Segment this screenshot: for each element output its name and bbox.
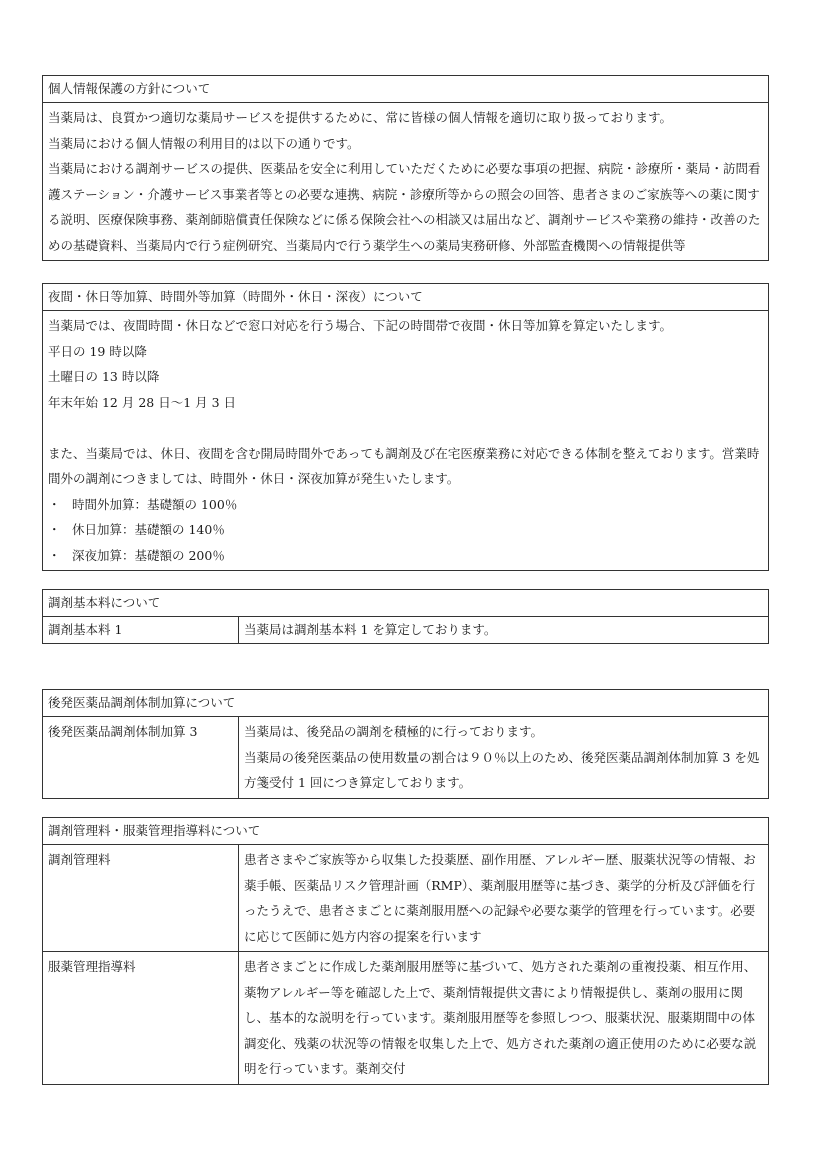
bullet-mark: ・ bbox=[48, 496, 61, 512]
night-holiday-body bbox=[43, 311, 769, 571]
night-intro: 当薬局では、夜間時間・休日などで窓口対応を行う場合、下記の時間帯で夜間・休日等加算を算定いたします。 bbox=[48, 318, 673, 333]
management-fee-table bbox=[42, 817, 769, 1085]
dispensing-management-label: 調剤管理料 bbox=[43, 845, 239, 952]
basic-fee-text: 当薬局は調剤基本料 1 を算定しております。 bbox=[239, 617, 769, 644]
basic-fee-label: 調剤基本料 1 bbox=[43, 617, 239, 644]
basic-fee-title: 調剤基本料について bbox=[43, 590, 769, 617]
generic-line-2: 当薬局の後発医薬品の使用数量の割合は９０％以上のため、後発医薬品調剤体制加算 3 を処方箋受付 1 回につき算定しております。 bbox=[244, 749, 760, 790]
medication-guidance-text: 患者さまごとに作成した薬剤服用歴等に基づいて、処方された薬剤の重複投薬、相互作用、薬物アレルギー等を確認した上で、薬剤情報提供文書により情報提供し、薬剤の服用に関し、基本的な説明を行っています。薬剤服用歴等を参照しつつ、服薬状況、服薬期間中の体調変化、残薬の状況等の情報を収集した上で、処方された薬剤の適正使用のために必要な説明を行っています。薬剤交付 bbox=[239, 952, 769, 1085]
privacy-policy-title: 個人情報保護の方針について bbox=[43, 76, 769, 103]
privacy-policy-body bbox=[43, 103, 769, 261]
bullet-overtime bbox=[48, 492, 763, 518]
bullet-holiday bbox=[48, 517, 763, 543]
night-note: また、当薬局では、休日、夜間を含む開局時間外であっても調剤及び在宅医療業務に対応できる体制を整えております。営業時間外の調剤につきましては、時間外・休日・深夜加算が発生いたします。 bbox=[48, 445, 760, 486]
management-fee-title: 調剤管理料・服薬管理指導料について bbox=[43, 818, 769, 845]
bullet-late-night bbox=[48, 543, 763, 569]
medication-guidance-label: 服薬管理指導料 bbox=[43, 952, 239, 1085]
generic-drug-body bbox=[239, 717, 769, 799]
night-holiday-table bbox=[42, 283, 769, 571]
generic-drug-label: 後発医薬品調剤体制加算 3 bbox=[43, 717, 239, 799]
time-saturday: 土曜日の 13 時以降 bbox=[48, 369, 160, 384]
dispensing-management-text: 患者さまやご家族等から収集した投薬歴、副作用歴、アレルギー歴、服薬状況等の情報、お薬手帳、医薬品リスク管理計画（RMP）、薬剤服用歴等に基づき、薬学的分析及び評価を行ったうえで、患者さまごとに薬剤服用歴への記録や必要な薬学的管理を行っています。必要に応じて医師に処方内容の提案を行います bbox=[239, 845, 769, 952]
bullet-holiday-text: 休日加算：基礎額の 140％ bbox=[72, 522, 225, 537]
privacy-paragraph-1: 当薬局は、良質かつ適切な薬局サービスを提供するために、常に皆様の個人情報を適切に取り扱っております。 bbox=[48, 110, 673, 125]
bullet-late-night-text: 深夜加算：基礎額の 200％ bbox=[72, 547, 225, 563]
bullet-overtime-text: 時間外加算：基礎額の 100％ bbox=[72, 496, 238, 512]
generic-line-1: 当薬局は、後発品の調剤を積極的に行っております。 bbox=[244, 724, 544, 739]
bullet-mark: ・ bbox=[48, 547, 61, 563]
generic-drug-title: 後発医薬品調剤体制加算について bbox=[43, 690, 769, 717]
generic-drug-table bbox=[42, 689, 769, 799]
privacy-policy-table bbox=[42, 75, 769, 261]
privacy-paragraph-3: 当薬局における調剤サービスの提供、医薬品を安全に利用していただくために必要な事項の把握、病院・診療所・薬局・訪問看護ステーション・介護サービス事業者等との必要な連携、病院・診療所等からの照会の回答、患者さまのご家族等への薬に関する説明、医療保険事務、薬剤師賠償責任保険などに係る保険会社への相談又は届出など、調剤サービスや業務の維持・改善のための基礎資料、当薬局内で行う症例研究、当薬局内で行う薬学生への薬局実務研修、外部監査機関への情報提供等 bbox=[48, 161, 761, 253]
blank-line bbox=[48, 415, 763, 441]
privacy-paragraph-2: 当薬局における個人情報の利用目的は以下の通りです。 bbox=[48, 135, 360, 151]
bullet-mark: ・ bbox=[48, 522, 61, 537]
basic-fee-table bbox=[42, 589, 769, 644]
night-holiday-title: 夜間・休日等加算、時間外等加算（時間外・休日・深夜）について bbox=[43, 284, 769, 311]
time-weekday: 平日の 19 時以降 bbox=[48, 343, 147, 359]
time-new-year: 年末年始 12 月 28 日〜1 月 3 日 bbox=[48, 394, 237, 410]
